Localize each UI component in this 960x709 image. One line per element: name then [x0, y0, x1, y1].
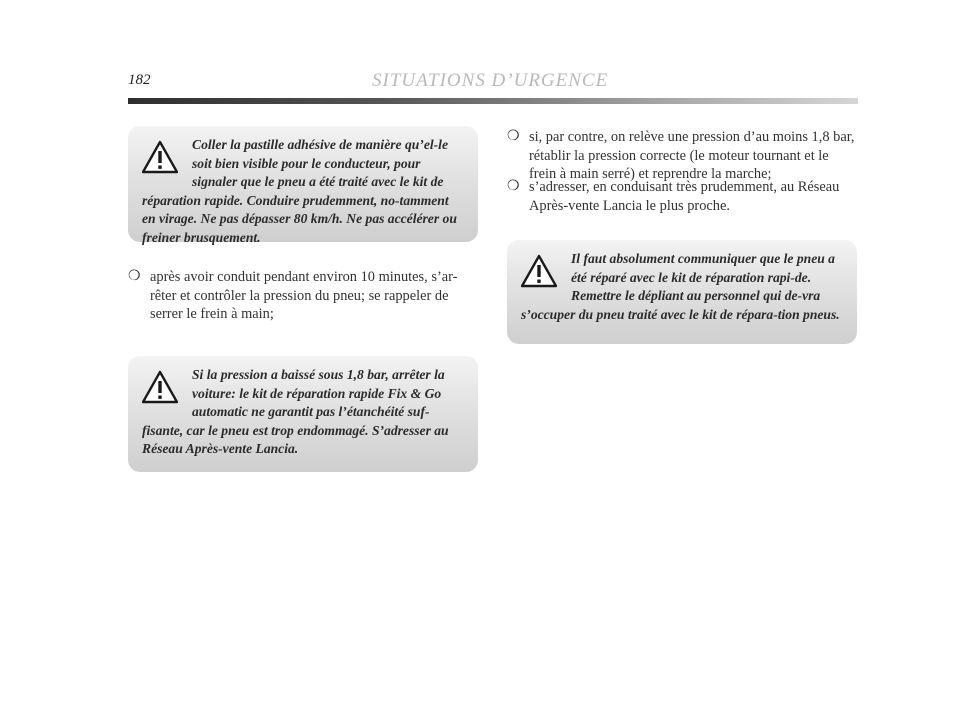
list-item: [507, 128, 857, 184]
list-item-text: après avoir conduit pendant environ 10 minutes, s’ar-rêter et contrôler la pression du pneu; se rappeler de serrer le frein à main;: [150, 269, 458, 323]
warning-box-pressure: [128, 356, 478, 472]
warning-text: Il faut absolument communiquer que le pneu a été réparé avec le kit de réparation rapi-de. Remettre le dépliant au personnel qui de-vra s’occuper du pneu traité avec le kit de répara-tion pneus.: [521, 251, 840, 322]
list-item: [128, 268, 478, 324]
warning-triangle-icon: [142, 370, 178, 404]
page-header-title: SITUATIONS D’URGENCE: [372, 70, 609, 91]
warning-triangle-icon: [521, 254, 557, 288]
list-item-text: s’adresser, en conduisant très prudemment, au Réseau Après-vente Lancia le plus proche.: [529, 179, 840, 214]
warning-box-sticker: [128, 126, 478, 245]
warning-box-communicate: [507, 240, 857, 344]
page-number: 182: [128, 72, 151, 88]
list-item: [507, 178, 857, 215]
list-item-text: si, par contre, on relève une pression d’au moins 1,8 bar, rétablir la pression correcte (le moteur tournant et le frein à main serré) et reprendre la marche;: [529, 129, 855, 183]
bullet-marker: ❍: [128, 269, 141, 284]
header-rule: [128, 98, 858, 104]
bullet-marker: ❍: [507, 179, 520, 194]
bullet-marker: ❍: [507, 129, 520, 144]
warning-triangle-icon: [142, 140, 178, 174]
warning-text: Si la pression a baissé sous 1,8 bar, arrêter la voiture: le kit de réparation rapide Fix & Go automatic ne garantit pas l’étanchéité suf-fisante, car le pneu est trop endommagé. S’adresser au Réseau Après-vente Lancia.: [142, 367, 449, 457]
warning-text: Coller la pastille adhésive de manière qu’el-le soit bien visible pour le conducteur, pour signaler que le pneu a été traité avec le kit de réparation rapide. Conduire prudemment, no-tamment en virage. Ne pas dépasser 80 km/h. Ne pas accélérer ou freiner brusquement.: [142, 137, 457, 245]
